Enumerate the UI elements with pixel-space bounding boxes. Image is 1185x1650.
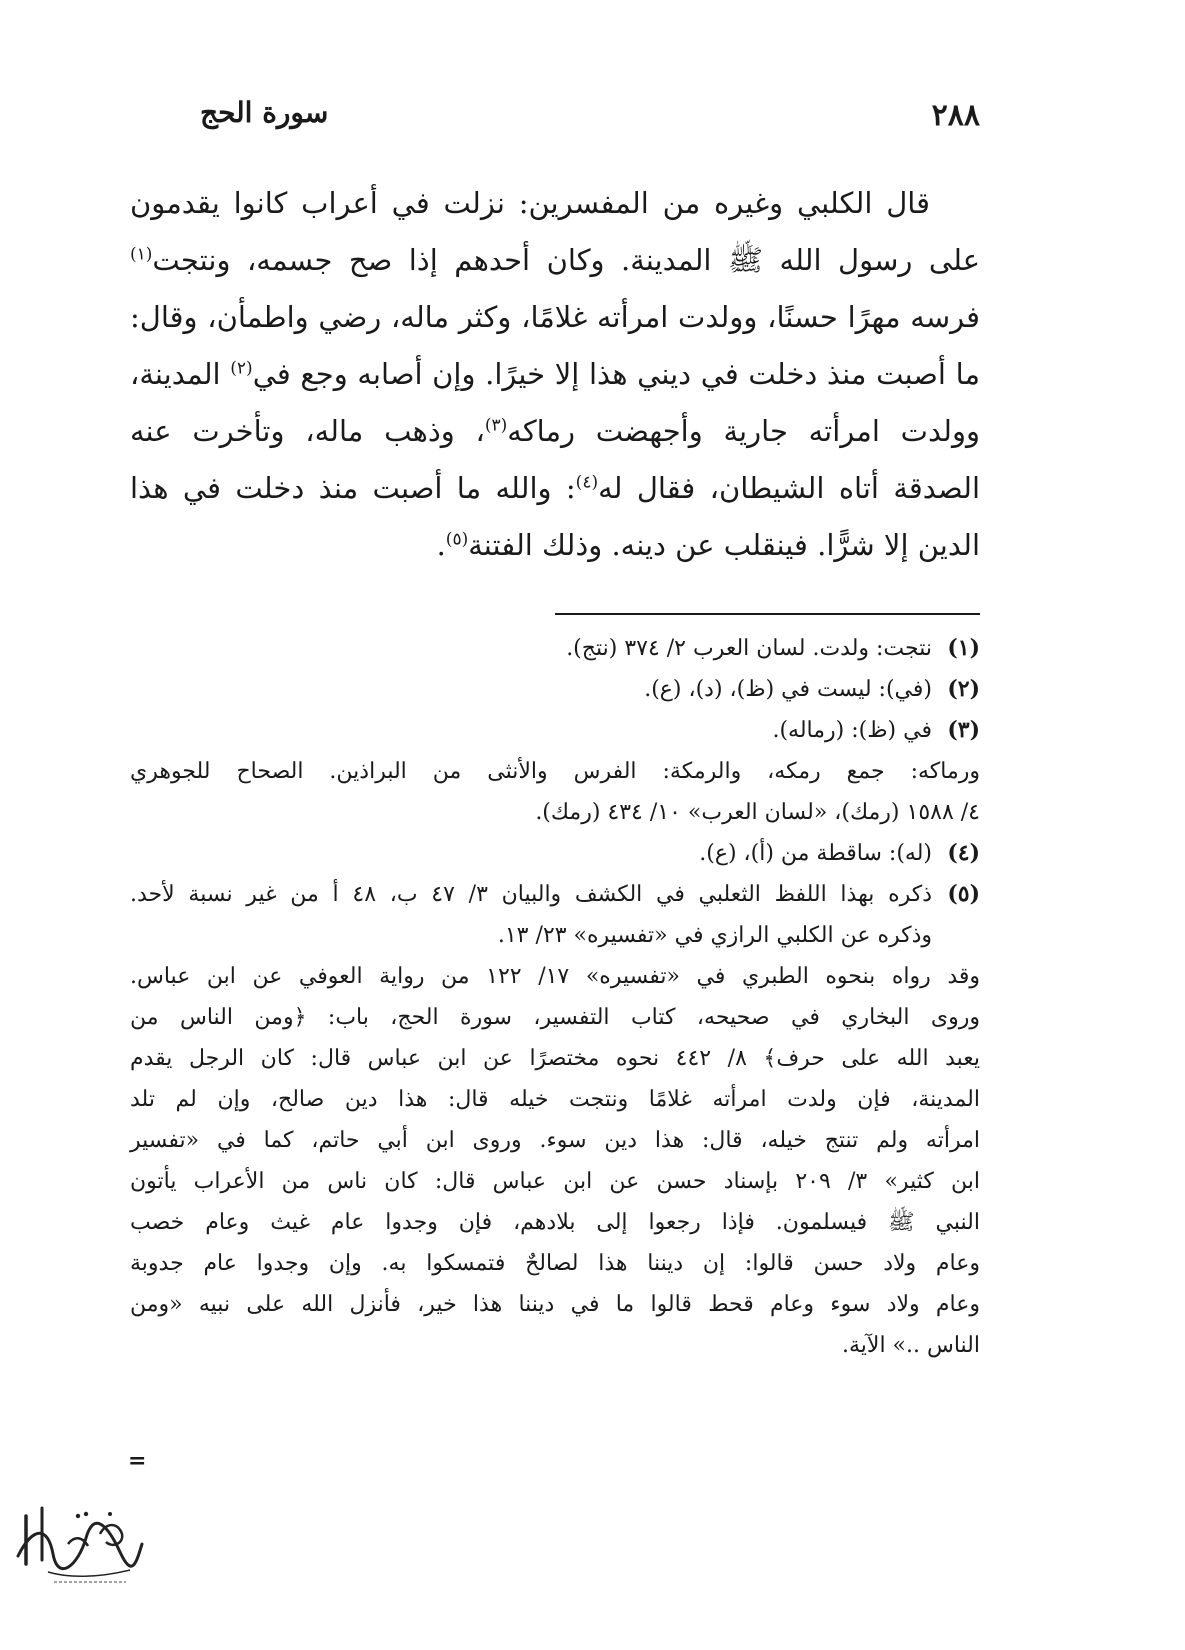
main-line: ، وذهب ماله، وتأخرت عنه الصدقة أتاه bbox=[130, 414, 981, 505]
footnote-3 bbox=[130, 710, 980, 751]
footnote-line: الناس ..» الآية. bbox=[841, 1333, 980, 1358]
footnote-line: المدينة، فإن ولدت امرأته غلامًا ونتجت خيله قال: هذا دين صالح، وإن لم تلد bbox=[130, 1087, 980, 1112]
footnote-body bbox=[130, 874, 932, 956]
footnote-ref-3[interactable]: (٣) bbox=[484, 415, 508, 436]
footnote-number: (٤) bbox=[947, 840, 980, 866]
page-header bbox=[200, 92, 980, 142]
footnote-ref-4[interactable]: (٤) bbox=[575, 472, 599, 493]
footnote-line: وروى البخاري في صحيحه، كتاب التفسير، سورة الحج، باب: ﴿ومن الناس من bbox=[130, 1005, 980, 1030]
footnote-line: وذكره عن الكلبي الرازي في «تفسيره» ٢٣/ ١٣. bbox=[497, 923, 932, 948]
page-number: ٢٨٨ bbox=[931, 98, 980, 133]
main-line: قال الكلبي وغيره من المفسرين: نزلت في أعراب كانوا يقدمون على bbox=[130, 186, 980, 277]
footnote-ref-1[interactable]: (١) bbox=[130, 244, 153, 265]
footnote-line: وقد رواه بنحوه الطبري في «تفسيره» ١٧/ ١٢٢ من رواية العوفي عن ابن عباس. bbox=[130, 964, 981, 989]
footnote-2 bbox=[130, 669, 980, 710]
footnote-line: ابن كثير» ٣/ ٢٠٩ بإسناد حسن عن ابن عباس قال: كان ناس من الأعراب يأتون bbox=[130, 1169, 981, 1194]
footnote-body bbox=[130, 669, 932, 710]
footnote-1 bbox=[130, 628, 980, 669]
footnote-line: ٤/ ١٥٨٨ (رمك)، «لسان العرب» ١٠/ ٤٣٤ (رمك). bbox=[535, 800, 980, 825]
main-line: المدينة، وولدت bbox=[130, 357, 981, 448]
footnote-ref-5[interactable]: (٥) bbox=[445, 529, 469, 550]
footnote-line: وعام ولاد حسن قالوا: إن ديننا هذا لصالحٌ فتمسكوا به. وإن وجدوا عام جدوبة bbox=[130, 1251, 980, 1276]
footnote-line: نتجت: ولدت. لسان العرب ٢/ ٣٧٤ (نتج). bbox=[566, 636, 932, 661]
footnote-4 bbox=[130, 833, 980, 874]
watermark-calligraphy-icon bbox=[8, 1486, 148, 1596]
main-text bbox=[130, 175, 980, 574]
main-line: حسنًا، وولدت امرأته غلامًا، وكثر ماله، رضي واطمأن، وقال: ما أصبت bbox=[130, 300, 980, 391]
footnote-line: (في): ليست في (ظ)، (د)، (ع). bbox=[644, 677, 932, 702]
footnote-line: يعبد الله على حرف﴾ ٨/ ٤٤٢ نحوه مختصرًا عن ابن عباس قال: كان الرجل يقدم bbox=[130, 1046, 981, 1071]
footnote-3-continued bbox=[130, 751, 980, 833]
footnote-body bbox=[130, 751, 980, 833]
footnote-line: ورماكه: جمع رمكه، والرمكة: الفرس والأنثى من البراذين. الصحاح للجوهري bbox=[130, 759, 980, 784]
main-line: رسول الله ﷺ المدينة. وكان أحدهم إذا صح جسمه، ونتجت bbox=[152, 243, 913, 277]
footnote-body bbox=[130, 956, 980, 1366]
footnote-line: امرأته ولم تنتج خيله، قال: هذا دين سوء. وروى ابن أبي حاتم، كما في «تفسير bbox=[130, 1128, 980, 1153]
main-line: فينقلب عن دينه. وذلك الفتنة bbox=[468, 528, 808, 562]
main-line: فرسه مهرًا bbox=[847, 300, 980, 334]
footnote-line: ذكره بهذا اللفظ الثعلبي في الكشف والبيان ٣/ ٤٧ ب، ٤٨ أ من غير نسبة لأحد. bbox=[130, 882, 933, 907]
footnote-number: (٢) bbox=[947, 676, 980, 702]
footnote-5 bbox=[130, 874, 980, 956]
footnote-body bbox=[130, 628, 932, 669]
footnote-line: في (ظ): (رماله). bbox=[772, 718, 932, 743]
running-title: سورة الحج bbox=[200, 96, 329, 129]
main-line: : والله ما أصبت منذ دخلت في هذا الدين إلا شرًّا. bbox=[130, 471, 980, 562]
footnote-line: وعام ولاد سوء وعام قحط قالوا ما في ديننا هذا خير، فأنزل الله على نبيه «ومن bbox=[130, 1292, 980, 1317]
footnote-body bbox=[130, 833, 932, 874]
watermark-logo bbox=[8, 1486, 148, 1596]
footnote-line: (له): ساقطة من (أ)، (ع). bbox=[699, 841, 932, 866]
footnotes bbox=[130, 628, 980, 1366]
main-line: منذ دخلت في ديني هذا إلا خيرًا. وإن أصابه وجع في bbox=[252, 357, 867, 391]
main-paragraph bbox=[130, 175, 980, 574]
main-line: امرأته جارية وأجهضت رماكه bbox=[507, 414, 880, 448]
main-line: . bbox=[436, 528, 446, 562]
main-line: الشيطان، فقال له bbox=[598, 471, 825, 505]
continuation-mark: = bbox=[128, 1448, 147, 1474]
footnote-ref-2[interactable]: (٢) bbox=[230, 358, 253, 379]
footnote-number: (٣) bbox=[947, 717, 980, 743]
footnote-separator bbox=[555, 613, 980, 615]
footnote-number: (٥) bbox=[947, 881, 980, 907]
footnote-5-continued bbox=[130, 956, 980, 1366]
footnote-line: النبي ﷺ فيسلمون. فإذا رجعوا إلى بلادهم، فإن وجدوا عام غيث وعام خصب bbox=[130, 1210, 980, 1235]
footnote-body bbox=[130, 710, 932, 751]
footnote-number: (١) bbox=[947, 635, 980, 661]
